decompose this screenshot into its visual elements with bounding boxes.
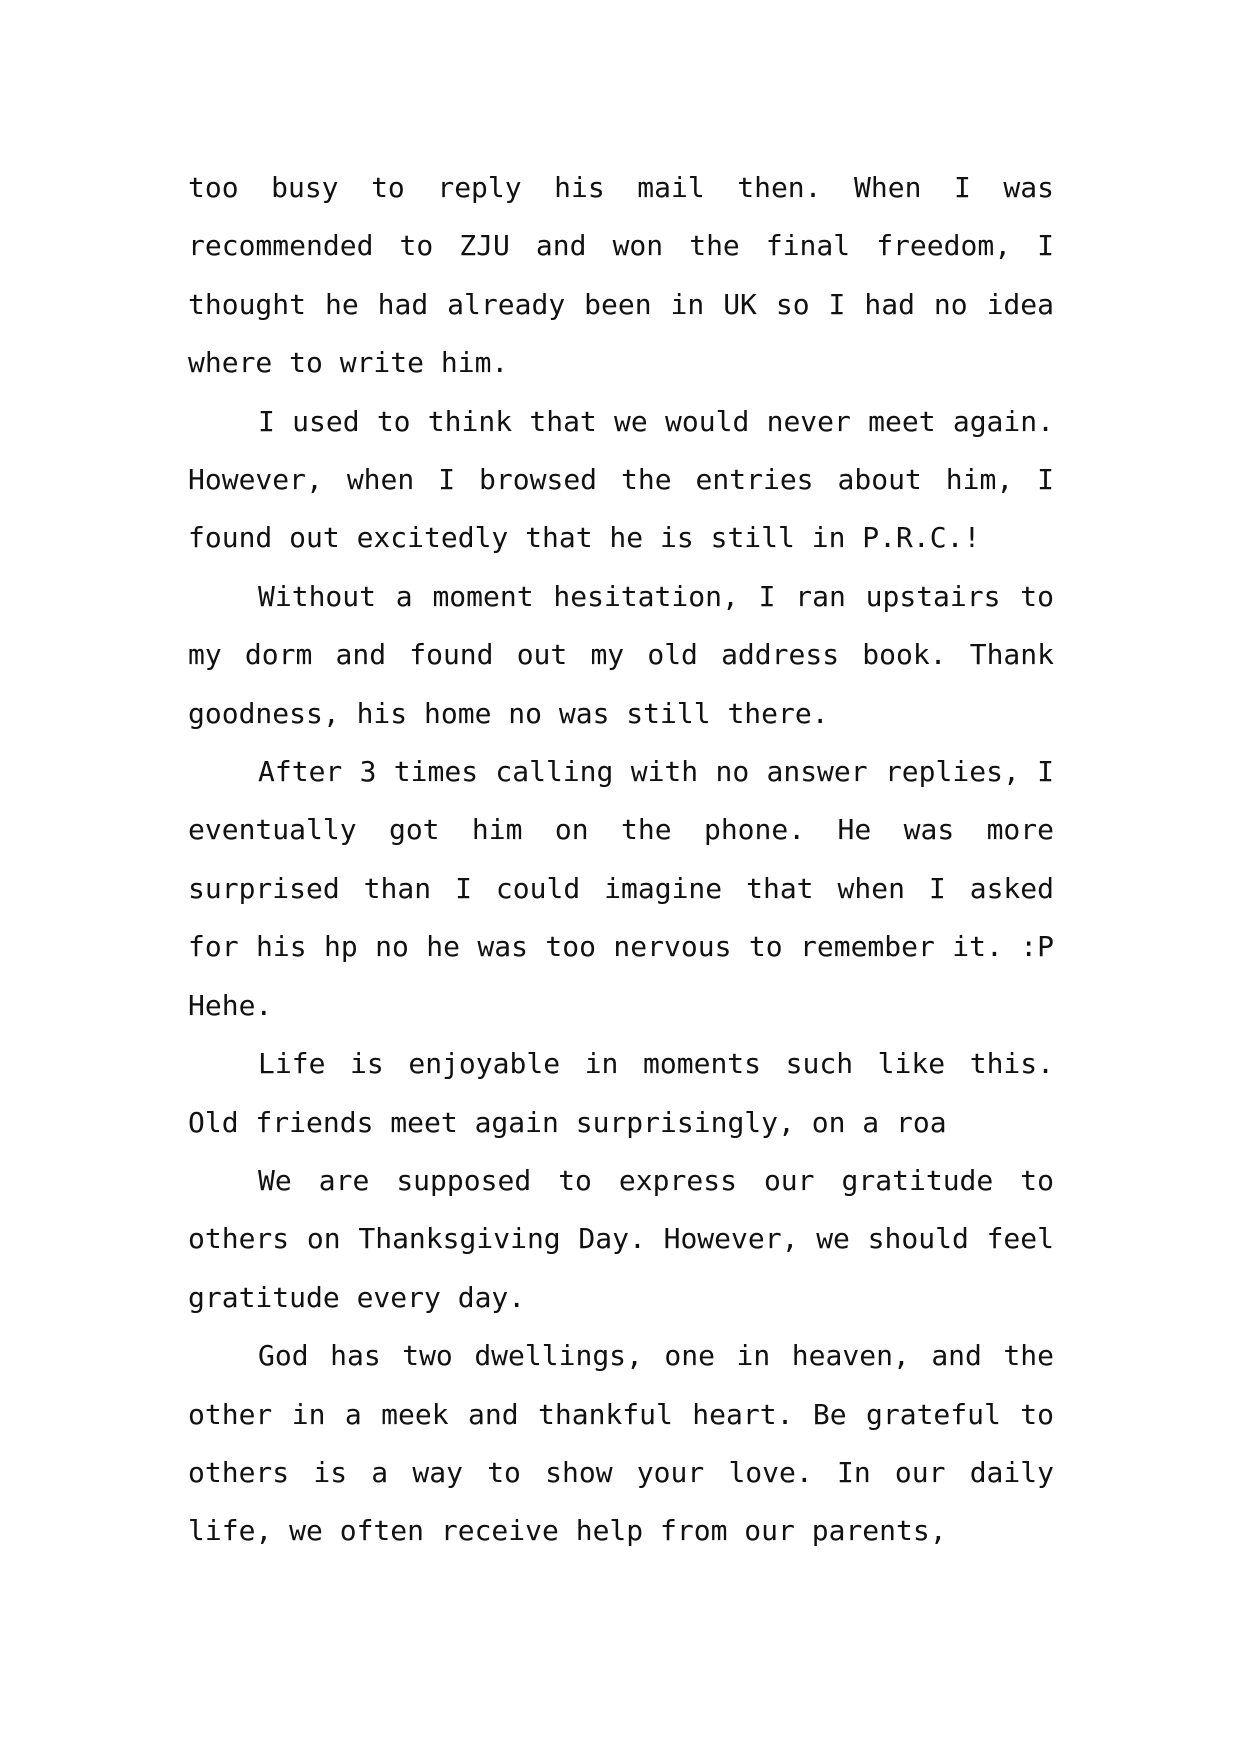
paragraph-3: Without a moment hesitation, I ran upstairs to my dorm and found out my old address book. Thank goodness, his home no was still there.: [188, 579, 1054, 730]
paragraph-1: too busy to reply his mail then. When I was recommended to ZJU and won the final freedom, I thought he had already been in UK so I had no idea where to write him.: [188, 171, 1054, 380]
paragraph-2: I used to think that we would never meet again. However, when I browsed the entries about him, I found out excitedly that he is still in P.R.C.!: [188, 404, 1054, 555]
paragraph-6: We are supposed to express our gratitude to others on Thanksgiving Day. However, we should feel gratitude every day.: [188, 1163, 1054, 1314]
paragraph-4: After 3 times calling with no answer replies, I eventually got him on the phone. He was more surprised than I could imagine that when I asked for his hp no he was too nervous to remember it. :P Hehe.: [188, 755, 1054, 1022]
paragraph-7: God has two dwellings, one in heaven, and the other in a meek and thankful heart. Be grateful to others is a way to show your love. In our daily life, we often receive help from our parents,: [188, 1339, 1054, 1548]
paragraph-5: Life is enjoyable in moments such like this. Old friends meet again surprisingly, on a roa: [188, 1047, 1054, 1139]
document-body: [188, 159, 1054, 1561]
